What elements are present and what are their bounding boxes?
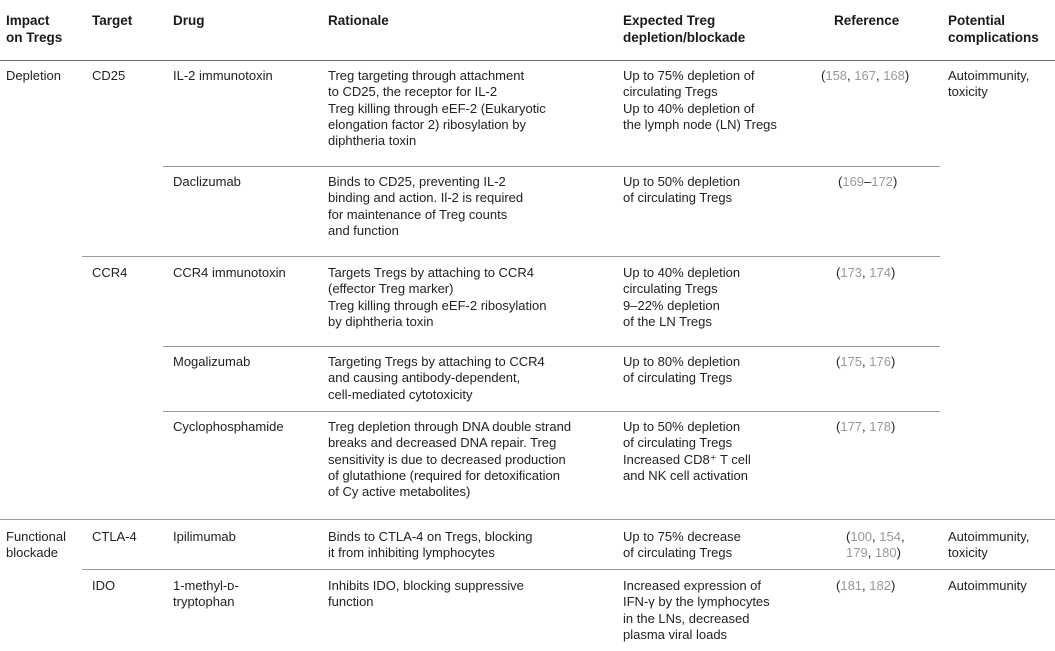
header-rule bbox=[0, 60, 1055, 61]
row-3-drug: Mogalizumab bbox=[173, 354, 251, 369]
header-impact: Impact on Tregs bbox=[6, 13, 63, 45]
row-rule bbox=[163, 166, 940, 167]
group-rule bbox=[0, 519, 1055, 520]
row-6-reference: (181, 182) bbox=[836, 578, 896, 593]
row-6-drug: 1-methyl-ᴅ- tryptophan bbox=[173, 578, 239, 610]
row-3-expected: Up to 80% depletion of circulating Tregs bbox=[623, 354, 741, 386]
row-2-expected: Up to 40% depletion circulating Tregs 9–22% depletion of the LN Tregs bbox=[623, 265, 741, 329]
target-cd25: CD25 bbox=[92, 68, 126, 83]
row-rule bbox=[163, 346, 940, 347]
row-6-complications: Autoimmunity bbox=[948, 578, 1027, 593]
row-4-drug: Cyclophosphamide bbox=[173, 419, 284, 434]
row-rule bbox=[82, 256, 940, 257]
row-1-reference: (169–172) bbox=[838, 174, 898, 189]
row-rule bbox=[82, 569, 1055, 570]
target-ctla4: CTLA-4 bbox=[92, 529, 137, 544]
row-5-complications: Autoimmunity, toxicity bbox=[948, 529, 1030, 561]
group-functional-blockade: Functional blockade bbox=[6, 529, 66, 561]
row-rule bbox=[163, 411, 940, 412]
group-depletion: Depletion bbox=[6, 68, 61, 83]
row-1-rationale: Binds to CD25, preventing IL-2 binding and action. Il-2 is required for maintenance of Treg counts and function bbox=[328, 174, 524, 238]
header-expected: Expected Treg depletion/blockade bbox=[623, 13, 746, 45]
row-5-reference: (100, 154, 179, 180) bbox=[846, 529, 905, 561]
row-1-expected: Up to 50% depletion of circulating Tregs bbox=[623, 174, 741, 206]
row-0-drug: IL-2 immunotoxin bbox=[173, 68, 273, 83]
row-4-expected: Up to 50% depletion of circulating Tregs Increased CD8⁺ T cell and NK cell activation bbox=[623, 419, 751, 483]
row-5-expected: Up to 75% decrease of circulating Tregs bbox=[623, 529, 741, 561]
header-rationale: Rationale bbox=[328, 13, 389, 28]
row-2-reference: (173, 174) bbox=[836, 265, 896, 280]
row-4-rationale: Treg depletion through DNA double strand breaks and decreased DNA repair. Treg sensitivity is due to decreased production of glutathione (required for detoxification of Cy active metabolites) bbox=[328, 419, 572, 500]
row-1-drug: Daclizumab bbox=[173, 174, 241, 189]
row-0-reference: (158, 167, 168) bbox=[821, 68, 910, 83]
header-target: Target bbox=[92, 13, 133, 28]
row-5-drug: Ipilimumab bbox=[173, 529, 236, 544]
row-0-complications: Autoimmunity, toxicity bbox=[948, 68, 1030, 100]
row-3-rationale: Targeting Tregs by attaching to CCR4 and causing antibody-dependent, cell-mediated cytotoxicity bbox=[328, 354, 545, 402]
row-6-rationale: Inhibits IDO, blocking suppressive function bbox=[328, 578, 524, 610]
header-complications: Potential complications bbox=[948, 13, 1039, 45]
row-0-rationale: Treg targeting through attachment to CD25, the receptor for IL-2 Treg killing through eEF-2 (Eukaryotic elongation factor 2) ribosylation by diphtheria toxin bbox=[328, 68, 546, 149]
row-0-expected: Up to 75% depletion of circulating Tregs Up to 40% depletion of the lymph node (LN) Tregs bbox=[623, 68, 777, 132]
row-3-reference: (175, 176) bbox=[836, 354, 896, 369]
target-ido: IDO bbox=[92, 578, 116, 593]
target-ccr4: CCR4 bbox=[92, 265, 128, 280]
row-2-rationale: Targets Tregs by attaching to CCR4 (effector Treg marker) Treg killing through eEF-2 ribosylation by diphtheria toxin bbox=[328, 265, 547, 329]
header-reference: Reference bbox=[834, 13, 900, 28]
row-2-drug: CCR4 immunotoxin bbox=[173, 265, 286, 280]
row-6-expected: Increased expression of IFN-γ by the lymphocytes in the LNs, decreased plasma viral loads bbox=[623, 578, 770, 642]
header-drug: Drug bbox=[173, 13, 205, 28]
row-5-rationale: Binds to CTLA-4 on Tregs, blocking it from inhibiting lymphocytes bbox=[328, 529, 533, 561]
row-4-reference: (177, 178) bbox=[836, 419, 896, 434]
